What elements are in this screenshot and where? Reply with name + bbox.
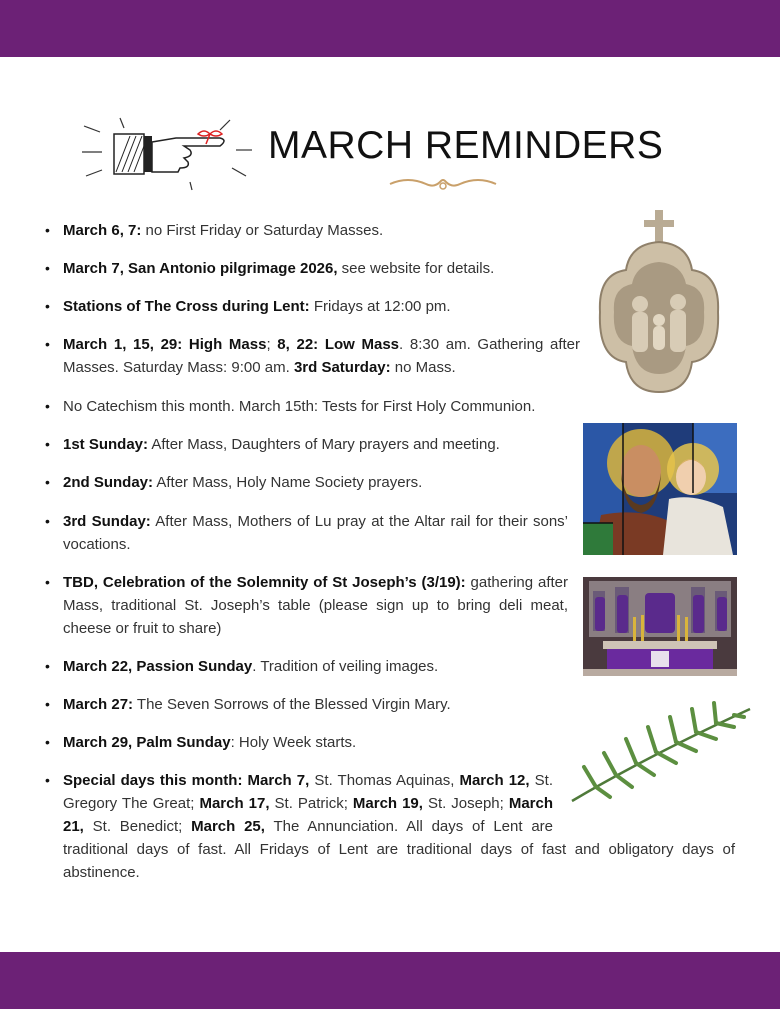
reminder-text: St. Thomas Aquinas,: [309, 772, 460, 789]
reminder-label: 3rd Saturday:: [293, 359, 391, 376]
list-item: [63, 510, 568, 556]
reminder-text: see website for details.: [337, 260, 495, 277]
list-item: [63, 571, 568, 640]
reminder-label: 1st Sunday:: [63, 436, 149, 453]
reminder-label: March 1, 15, 29: High Mass: [63, 336, 267, 353]
reminder-text: no Mass.: [390, 359, 456, 376]
bottom-purple-band: [0, 952, 780, 1009]
reminder-label: 3rd Sunday:: [63, 513, 151, 530]
list-item: [63, 395, 583, 418]
reminder-label: TBD, Celebration of the Solemnity of St Joseph’s (3/19):: [63, 574, 466, 591]
reminder-text: St. Patrick;: [269, 795, 353, 812]
stone-relief-holy-family-icon: [596, 208, 722, 394]
reminder-text: : Holy Week starts.: [230, 734, 357, 751]
reminder-label: Special days this month: March 7,: [63, 772, 310, 789]
reminder-label: March 27:: [63, 696, 134, 713]
reminder-label: March 25,: [191, 818, 265, 835]
page-title: MARCH REMINDERS: [268, 124, 664, 167]
palm-frond-icon: [566, 697, 756, 805]
reminder-label: Stations of The Cross during Lent:: [63, 298, 310, 315]
reminder-text: No Catechism this month. March 15th: Tests for First Holy Communion.: [63, 398, 536, 415]
reminder-label: March 21,: [63, 795, 554, 835]
reminder-text: . 8:30 am. Gathering after Masses. Saturday Mass: 9:00 am.: [63, 336, 580, 376]
reminder-text: The Annunciation. All days of Lent are traditional days of fast. All Fridays of Lent are traditional days of fast and obligatory days of abstinence.: [63, 818, 735, 881]
reminder-label: March 29, Palm Sunday: [63, 734, 231, 751]
reminder-label: 8, 22: Low Mass: [277, 336, 400, 353]
list-item: [63, 433, 563, 456]
reminder-label: March 19,: [352, 795, 423, 812]
list-item: [63, 219, 583, 242]
list-item: [63, 693, 568, 716]
reminder-text: The Seven Sorrows of the Blessed Virgin Mary.: [133, 696, 451, 713]
reminder-label: 2nd Sunday:: [63, 474, 154, 491]
flourish-divider-icon: [388, 174, 498, 194]
reminder-text: After Mass, Holy Name Society prayers.: [153, 474, 423, 491]
reminder-text: After Mass, Mothers of Lu pray at the Altar rail for their sons’ vocations.: [63, 513, 569, 553]
reminder-text: St. Benedict;: [83, 818, 192, 835]
stained-glass-st-joseph-icon: [583, 423, 737, 555]
reminder-text: St. Joseph;: [422, 795, 509, 812]
list-item: [63, 333, 580, 379]
list-item: [63, 257, 583, 280]
reminder-label: March 7, San Antonio pilgrimage 2026,: [63, 260, 338, 277]
reminder-text: . Tradition of veiling images.: [252, 658, 439, 675]
reminder-text: ;: [266, 336, 278, 353]
altar-veiled-purple-icon: [583, 577, 737, 676]
list-item: [63, 295, 583, 318]
list-item: [63, 655, 568, 678]
reminder-text: After Mass, Daughters of Mary prayers and meeting.: [148, 436, 500, 453]
reminder-text: no First Friday or Saturday Masses.: [141, 222, 384, 239]
reminder-label: March 12,: [459, 772, 530, 789]
list-item: [63, 731, 553, 754]
reminder-text: St. Gregory The Great;: [63, 772, 554, 812]
reminder-label: March 22, Passion Sunday: [63, 658, 253, 675]
pointing-hand-with-string-icon: [80, 112, 260, 192]
reminder-label: March 17,: [199, 795, 270, 812]
list-item: [63, 471, 563, 494]
reminder-label: March 6, 7:: [63, 222, 142, 239]
reminder-text: gathering after Mass, traditional St. Joseph’s table (please sign up to bring deli meat, cheese or fruit to share): [63, 574, 568, 637]
reminder-text: Fridays at 12:00 pm.: [309, 298, 451, 315]
top-purple-band: [0, 0, 780, 57]
